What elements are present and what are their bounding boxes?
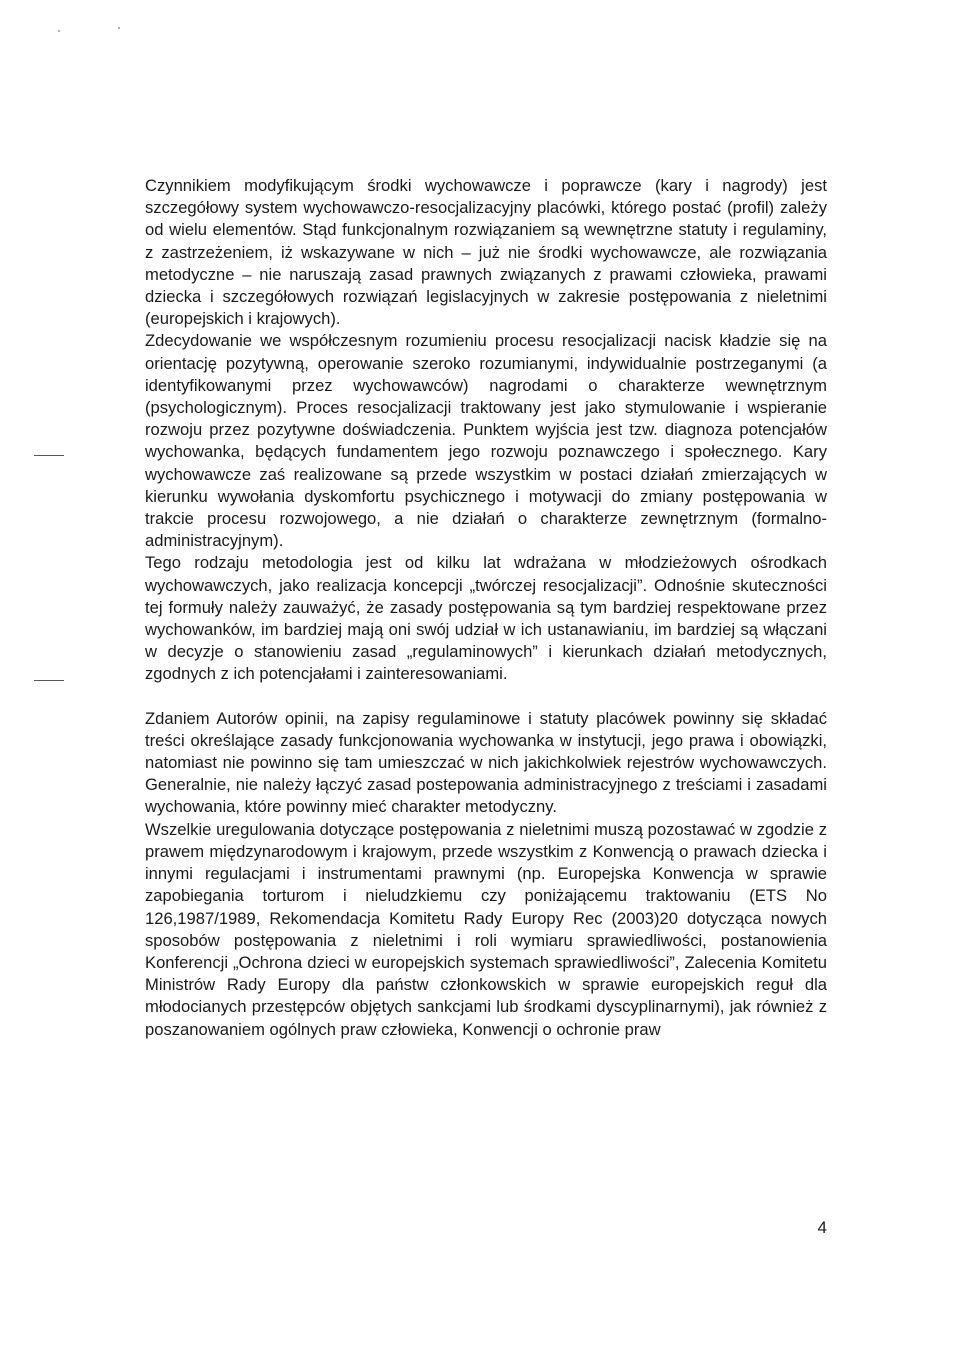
paragraph-2: Zdecydowanie we współczesnym rozumieniu procesu resocjalizacji nacisk kładzie się na orientację pozytywną, operowanie szeroko rozumianymi, indywidualnie postrzeganymi (a identyfikowanymi przez wychowawców) nagrodami o charakterze wewnętrznym (psychologicznym). Proces resocjalizacji traktowany jest jako stymulowanie i wspieranie rozwoju przez pozytywne doświadczenia. Punktem wyjścia jest tzw. diagnoza potencjałów wychowanka, będących fundamentem jego rozwoju poznawczego i społecznego. Kary wychowawcze zaś realizowane są przede wszystkim w postaci działań zmierzających w kierunku wywołania dyskomfortu psychicznego i motywacji do zmiany postępowania w trakcie procesu rozwojowego, a nie działań o charakterze zewnętrznym (formalno-administracyjnym). xyxy=(145,331,827,551)
paragraph-gap xyxy=(145,686,827,708)
page-number: 4 xyxy=(817,1218,827,1237)
margin-mark xyxy=(34,680,64,681)
document-body xyxy=(145,175,827,1041)
paragraph-4: Zdaniem Autorów opinii, na zapisy regulaminowe i statuty placówek powinny się składać treści określające zasady funkcjonowania wychowanka w instytucji, jego prawa i obowiązki, natomiast nie powinno się tam umieszczać w nich jakichkolwiek rejestrów wychowawczych. Generalnie, nie należy łączyć zasad postepowania administracyjnego z treściami i zasadami wychowania, które powinny mieć charakter metodyczny. xyxy=(145,708,827,817)
margin-mark xyxy=(34,455,64,456)
paragraph-1: Czynnikiem modyfikującym środki wychowawcze i poprawcze (kary i nagrody) jest szczegółowy system wychowawczo-resocjalizacyjny placówki, którego postać (profil) zależy od wielu elementów. Stąd funkcjonalnym rozwiązaniem są wewnętrzne statuty i regulaminy, z zastrzeżeniem, iż wskazywane w nich – już nie środki wychowawcze, ale rozwiązania metodyczne – nie naruszają zasad prawnych związanych z prawami człowieka, prawami dziecka i szczegółowych rozwiązań legislacyjnych w zakresie postępowania z nieletnimi (europejskich i krajowych). xyxy=(145,176,827,329)
scan-speck xyxy=(58,30,60,32)
paragraph-3: Tego rodzaju metodologia jest od kilku lat wdrażana w młodzieżowych ośrodkach wychowawczych, jako realizacja koncepcji „twórczej resocjalizacji”. Odnośnie skuteczności tej formuły należy zauważyć, że zasady postępowania są tym bardziej respektowane przez wychowanków, im bardziej mają oni swój udział w ich ustanawianiu, im bardziej są włączani w decyzje o stanowieniu zasad „regulaminowych” i kierunkach działań metodycznych, zgodnych z ich potencjałami i zainteresowaniami. xyxy=(145,553,827,684)
paragraph-5: Wszelkie uregulowania dotyczące postępowania z nieletnimi muszą pozostawać w zgodzie z prawem międzynarodowym i krajowym, przede wszystkim z Konwencją o prawach dziecka i innymi regulacjami i instrumentami prawnymi (np. Europejska Konwencja w sprawie zapobiegania torturom i nieludzkiemu czy poniżającemu traktowaniu (ETS No 126,1987/1989, Rekomendacja Komitetu Rady Europy Rec (2003)20 dotycząca nowych sposobów postępowania z nieletnimi i roli wymiaru sprawiedliwości, postanowienia Konferencji „Ochrona dzieci w europejskich systemach sprawiedliwości”, Zalecenia Komitetu Ministrów Rady Europy dla państw członkowskich w sprawie europejskich reguł dla młodocianych przestępców objętych sankcjami lub środkami dyscyplinarnymi), jak również z poszanowaniem ogólnych praw człowieka, Konwencji o ochronie praw xyxy=(145,819,827,1039)
scan-speck xyxy=(118,27,120,29)
